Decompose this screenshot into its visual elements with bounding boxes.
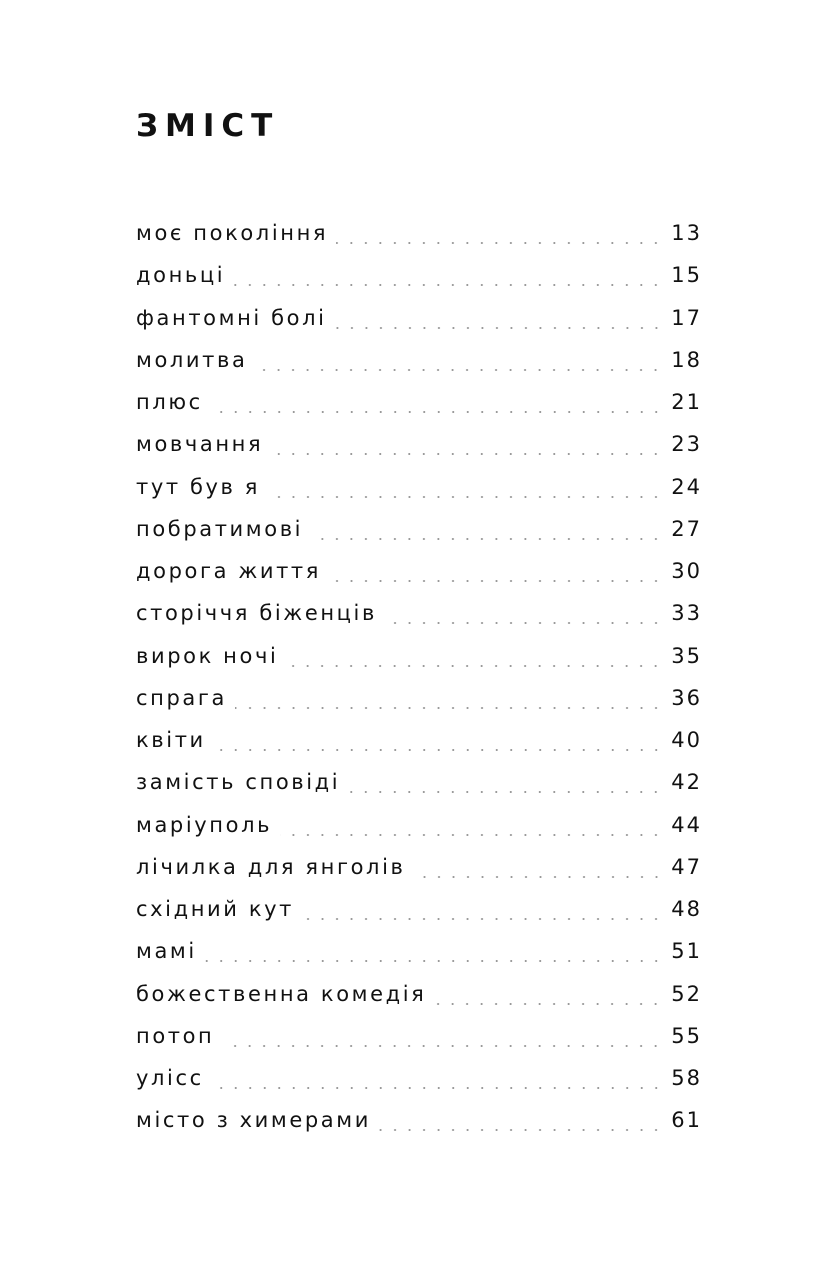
toc-entry[interactable] <box>136 254 702 296</box>
dot-leader <box>235 707 663 709</box>
toc-entry-page-number: 40 <box>671 728 702 752</box>
dot-leader <box>286 665 663 667</box>
dot-leader <box>222 1045 663 1047</box>
dot-leader <box>268 496 663 498</box>
toc-entry[interactable] <box>136 1057 702 1099</box>
toc-entry-page-number: 58 <box>671 1066 702 1090</box>
toc-entry-title: замість сповіді <box>136 770 341 795</box>
toc-entry-title: маріуполь <box>136 812 273 837</box>
dot-leader <box>233 284 663 286</box>
toc-entry-page-number: 44 <box>671 812 702 837</box>
dot-leader <box>379 1129 663 1131</box>
dot-leader <box>271 453 663 455</box>
toc-entry-page-number: 47 <box>671 854 702 879</box>
toc-entry[interactable] <box>136 973 702 1015</box>
dot-leader <box>385 622 663 624</box>
toc-entry-page-number: 48 <box>671 897 702 921</box>
toc-entry[interactable] <box>136 423 702 465</box>
toc-entry[interactable] <box>136 804 702 846</box>
toc-entry-title: східний кут <box>136 897 294 921</box>
toc-entry[interactable] <box>136 212 702 254</box>
page-title: ЗМІСТ <box>136 108 280 144</box>
toc-entry[interactable] <box>136 381 702 423</box>
toc-entry-title: моє покоління <box>136 221 329 245</box>
table-of-contents <box>136 212 702 1142</box>
toc-entry-page-number: 36 <box>671 685 702 710</box>
toc-entry-page-number: 15 <box>671 263 702 288</box>
toc-entry[interactable] <box>136 677 702 719</box>
toc-entry[interactable] <box>136 592 702 634</box>
toc-entry-page-number: 61 <box>671 1108 702 1133</box>
toc-entry-page-number: 42 <box>671 770 702 795</box>
toc-entry-page-number: 30 <box>671 559 702 583</box>
dot-leader <box>348 791 663 793</box>
toc-entry[interactable] <box>136 550 702 592</box>
toc-entry-title: фантомні болі <box>136 305 327 330</box>
toc-entry-title: плюс <box>136 390 203 414</box>
toc-entry[interactable] <box>136 635 702 677</box>
toc-entry-page-number: 21 <box>671 390 702 414</box>
toc-entry-page-number: 13 <box>671 221 702 245</box>
dot-leader <box>205 960 663 962</box>
dot-leader <box>214 749 663 751</box>
toc-entry-title: спрага <box>136 685 227 710</box>
toc-entry-title: квіти <box>136 728 206 752</box>
toc-entry[interactable] <box>136 1099 702 1141</box>
toc-entry-page-number: 17 <box>671 305 702 330</box>
dot-leader <box>280 834 663 836</box>
toc-entry-title: місто з химерами <box>136 1108 371 1133</box>
toc-entry[interactable] <box>136 719 702 761</box>
dot-leader <box>212 1087 663 1089</box>
toc-entry-title: тут був я <box>136 474 261 499</box>
toc-entry-title: вирок ночі <box>136 643 279 668</box>
toc-entry-title: мамі <box>136 939 197 964</box>
dot-leader <box>211 411 663 413</box>
toc-entry-title: побратимові <box>136 516 304 541</box>
toc-entry-title: мовчання <box>136 432 264 457</box>
toc-entry-page-number: 35 <box>671 643 702 668</box>
toc-entry[interactable] <box>136 846 702 888</box>
toc-entry[interactable] <box>136 339 702 381</box>
dot-leader <box>434 1003 663 1005</box>
toc-entry-title: потоп <box>136 1023 215 1048</box>
toc-entry[interactable] <box>136 466 702 508</box>
toc-entry-title: божественна комедія <box>136 981 427 1006</box>
toc-entry[interactable] <box>136 1015 702 1057</box>
toc-entry-page-number: 18 <box>671 347 702 372</box>
toc-entry-title: лічилка для янголів <box>136 854 406 879</box>
toc-entry-title: молитва <box>136 347 248 372</box>
toc-entry-page-number: 23 <box>671 432 702 457</box>
dot-leader <box>329 580 663 582</box>
dot-leader <box>255 369 663 371</box>
toc-entry[interactable] <box>136 930 702 972</box>
toc-entry-page-number: 51 <box>671 939 702 964</box>
toc-entry-page-number: 33 <box>671 601 702 626</box>
dot-leader <box>302 918 663 920</box>
toc-entry-page-number: 24 <box>671 474 702 499</box>
toc-entry-title: сторіччя біженців <box>136 601 377 626</box>
dot-leader <box>335 327 664 329</box>
toc-entry-title: дорога життя <box>136 559 321 583</box>
toc-entry[interactable] <box>136 888 702 930</box>
toc-entry-page-number: 55 <box>671 1023 702 1048</box>
toc-entry-page-number: 52 <box>671 981 702 1006</box>
toc-entry[interactable] <box>136 761 702 803</box>
toc-entry-title: доньці <box>136 263 226 288</box>
dot-leader <box>311 538 663 540</box>
toc-entry-title: улісс <box>136 1066 204 1090</box>
toc-entry[interactable] <box>136 508 702 550</box>
dot-leader <box>414 876 664 878</box>
toc-entry-page-number: 27 <box>671 516 702 541</box>
dot-leader <box>336 242 663 244</box>
toc-entry[interactable] <box>136 297 702 339</box>
